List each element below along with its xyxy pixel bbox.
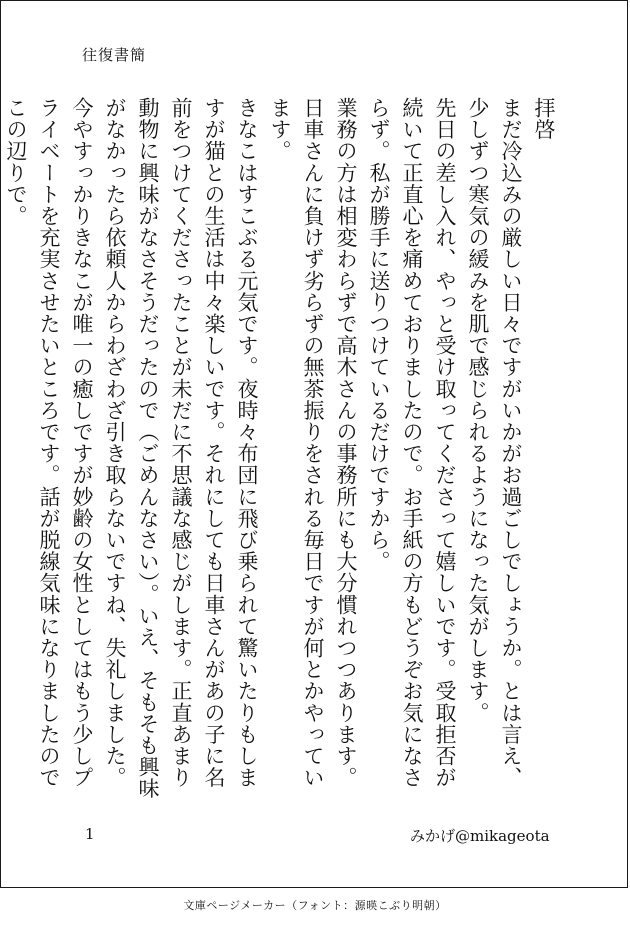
- body-paragraph: 今やすっかりきなこが唯一の癒しですが妙齢の女性としてはもう少しプライベートを充実させたいところです。話が脱線気味になりましたのでこの辺りで。: [4, 97, 94, 789]
- salutation: 拝啓: [532, 97, 556, 141]
- vertical-body-text: [4, 97, 560, 809]
- body-paragraph: 業務の方は相変わらずで高木さんの事務所にも大分慣れつつあります。日車さんに負けず劣らずの無茶振りをされる毎日ですが何とかやっています。: [268, 97, 358, 789]
- running-header-title: 往復書簡: [82, 46, 147, 64]
- body-paragraph: きなこはすこぶる元気です。夜時々布団に飛び乗られて驚いたりもしますが猫との生活は中々楽しいです。それにしても日車さんがあの子に名前をつけてくださったことが未だに不思議な感じがします。正直あまり動物に興味がなさそうだったので（ごめんなさい）。いえ、そもそも興味がなかったら依頼人からわざわざ引き取らないですね、失礼しました。: [103, 97, 259, 800]
- author-credit: みかげ@mikageota: [410, 827, 550, 845]
- page-number: 1: [85, 825, 95, 843]
- body-paragraph: 先日の差し入れ、やっと受け取ってくださって嬉しいです。受取拒否が続いて正直心を痛めておりましたので。お手紙の方もどうぞお気になさらず。私が勝手に送りつけているだけですから。: [367, 97, 457, 789]
- body-paragraph: まだ冷込みの厳しい日々ですがいかがお過ごしでしょうか。とは言え、少しずつ寒気の緩みを肌で感じられるようになった気がします。: [466, 97, 523, 789]
- generator-caption: 文庫ページメーカー（フォント：源暎こぶり明朝）: [183, 899, 447, 912]
